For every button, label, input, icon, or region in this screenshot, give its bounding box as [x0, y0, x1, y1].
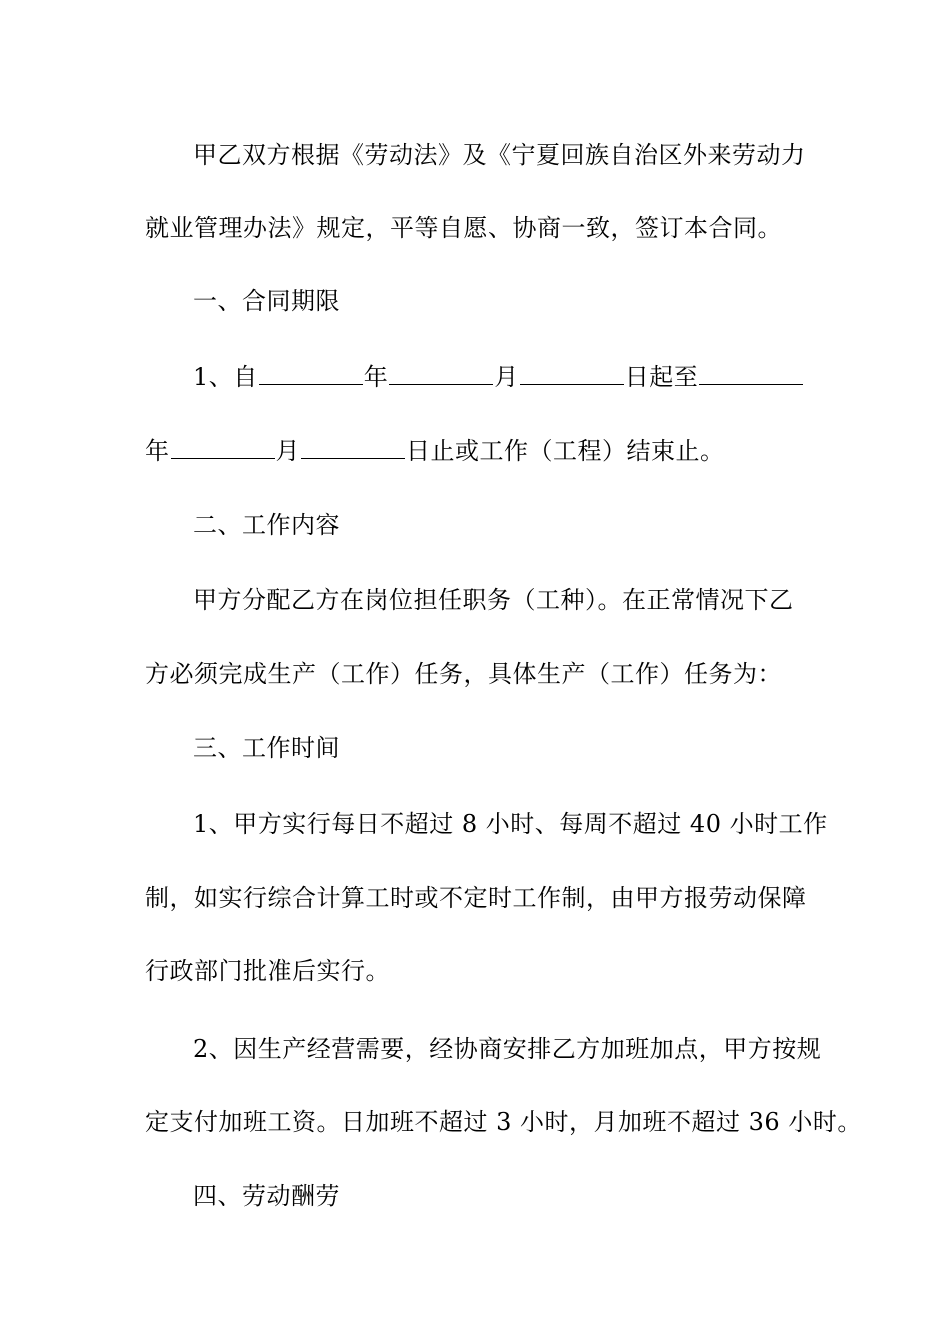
- section-heading-work-content: 二、工作内容: [193, 511, 340, 539]
- section-heading-work-time: 三、工作时间: [193, 734, 340, 762]
- end-day-blank: [301, 436, 405, 459]
- section-heading-contract-term: 一、合同期限: [193, 287, 340, 315]
- term-end-year-label: 年: [145, 437, 170, 465]
- term-end-day-label: 日止或工作（工程）结束止。: [406, 437, 725, 465]
- paragraph-intro-line-2: 就业管理办法》规定，平等自愿、协商一致，签订本合同。: [145, 214, 782, 242]
- end-year-blank: [699, 362, 803, 385]
- paragraph-work-time-2-line-1: 2、因生产经营需要，经协商安排乙方加班加点，甲方按规: [193, 1035, 822, 1063]
- paragraph-work-time-2-line-2: 定支付加班工资。日加班不超过 3 小时，月加班不超过 36 小时。: [145, 1108, 862, 1136]
- term-day-from-label: 日起至: [624, 363, 699, 391]
- term-year-label: 年: [363, 363, 389, 391]
- paragraph-work-time-1-line-3: 行政部门批准后实行。: [145, 957, 390, 985]
- term-end-month-label: 月: [275, 437, 300, 465]
- paragraph-intro-line-1: 甲乙双方根据《劳动法》及《宁夏回族自治区外来劳动力: [193, 141, 806, 169]
- term-month-label: 月: [494, 363, 519, 391]
- term-line-1: [193, 362, 815, 392]
- section-heading-remuneration: 四、劳动酬劳: [193, 1182, 340, 1210]
- start-year-blank: [259, 362, 363, 385]
- paragraph-work-content-line-2: 方必须完成生产（工作）任务，具体生产（工作）任务为：: [145, 660, 782, 688]
- term-line-2: [145, 436, 815, 466]
- start-day-blank: [520, 362, 624, 385]
- paragraph-work-content-line-1: 甲方分配乙方在岗位担任职务（工种）。在正常情况下乙: [193, 586, 794, 614]
- paragraph-work-time-1-line-2: 制，如实行综合计算工时或不定时工作制，由甲方报劳动保障: [145, 884, 807, 912]
- end-month-blank: [171, 436, 275, 459]
- term-prefix: 1、自: [193, 363, 258, 391]
- paragraph-work-time-1-line-1: 1、甲方实行每日不超过 8 小时、每周不超过 40 小时工作: [193, 810, 828, 838]
- start-month-blank: [389, 362, 493, 385]
